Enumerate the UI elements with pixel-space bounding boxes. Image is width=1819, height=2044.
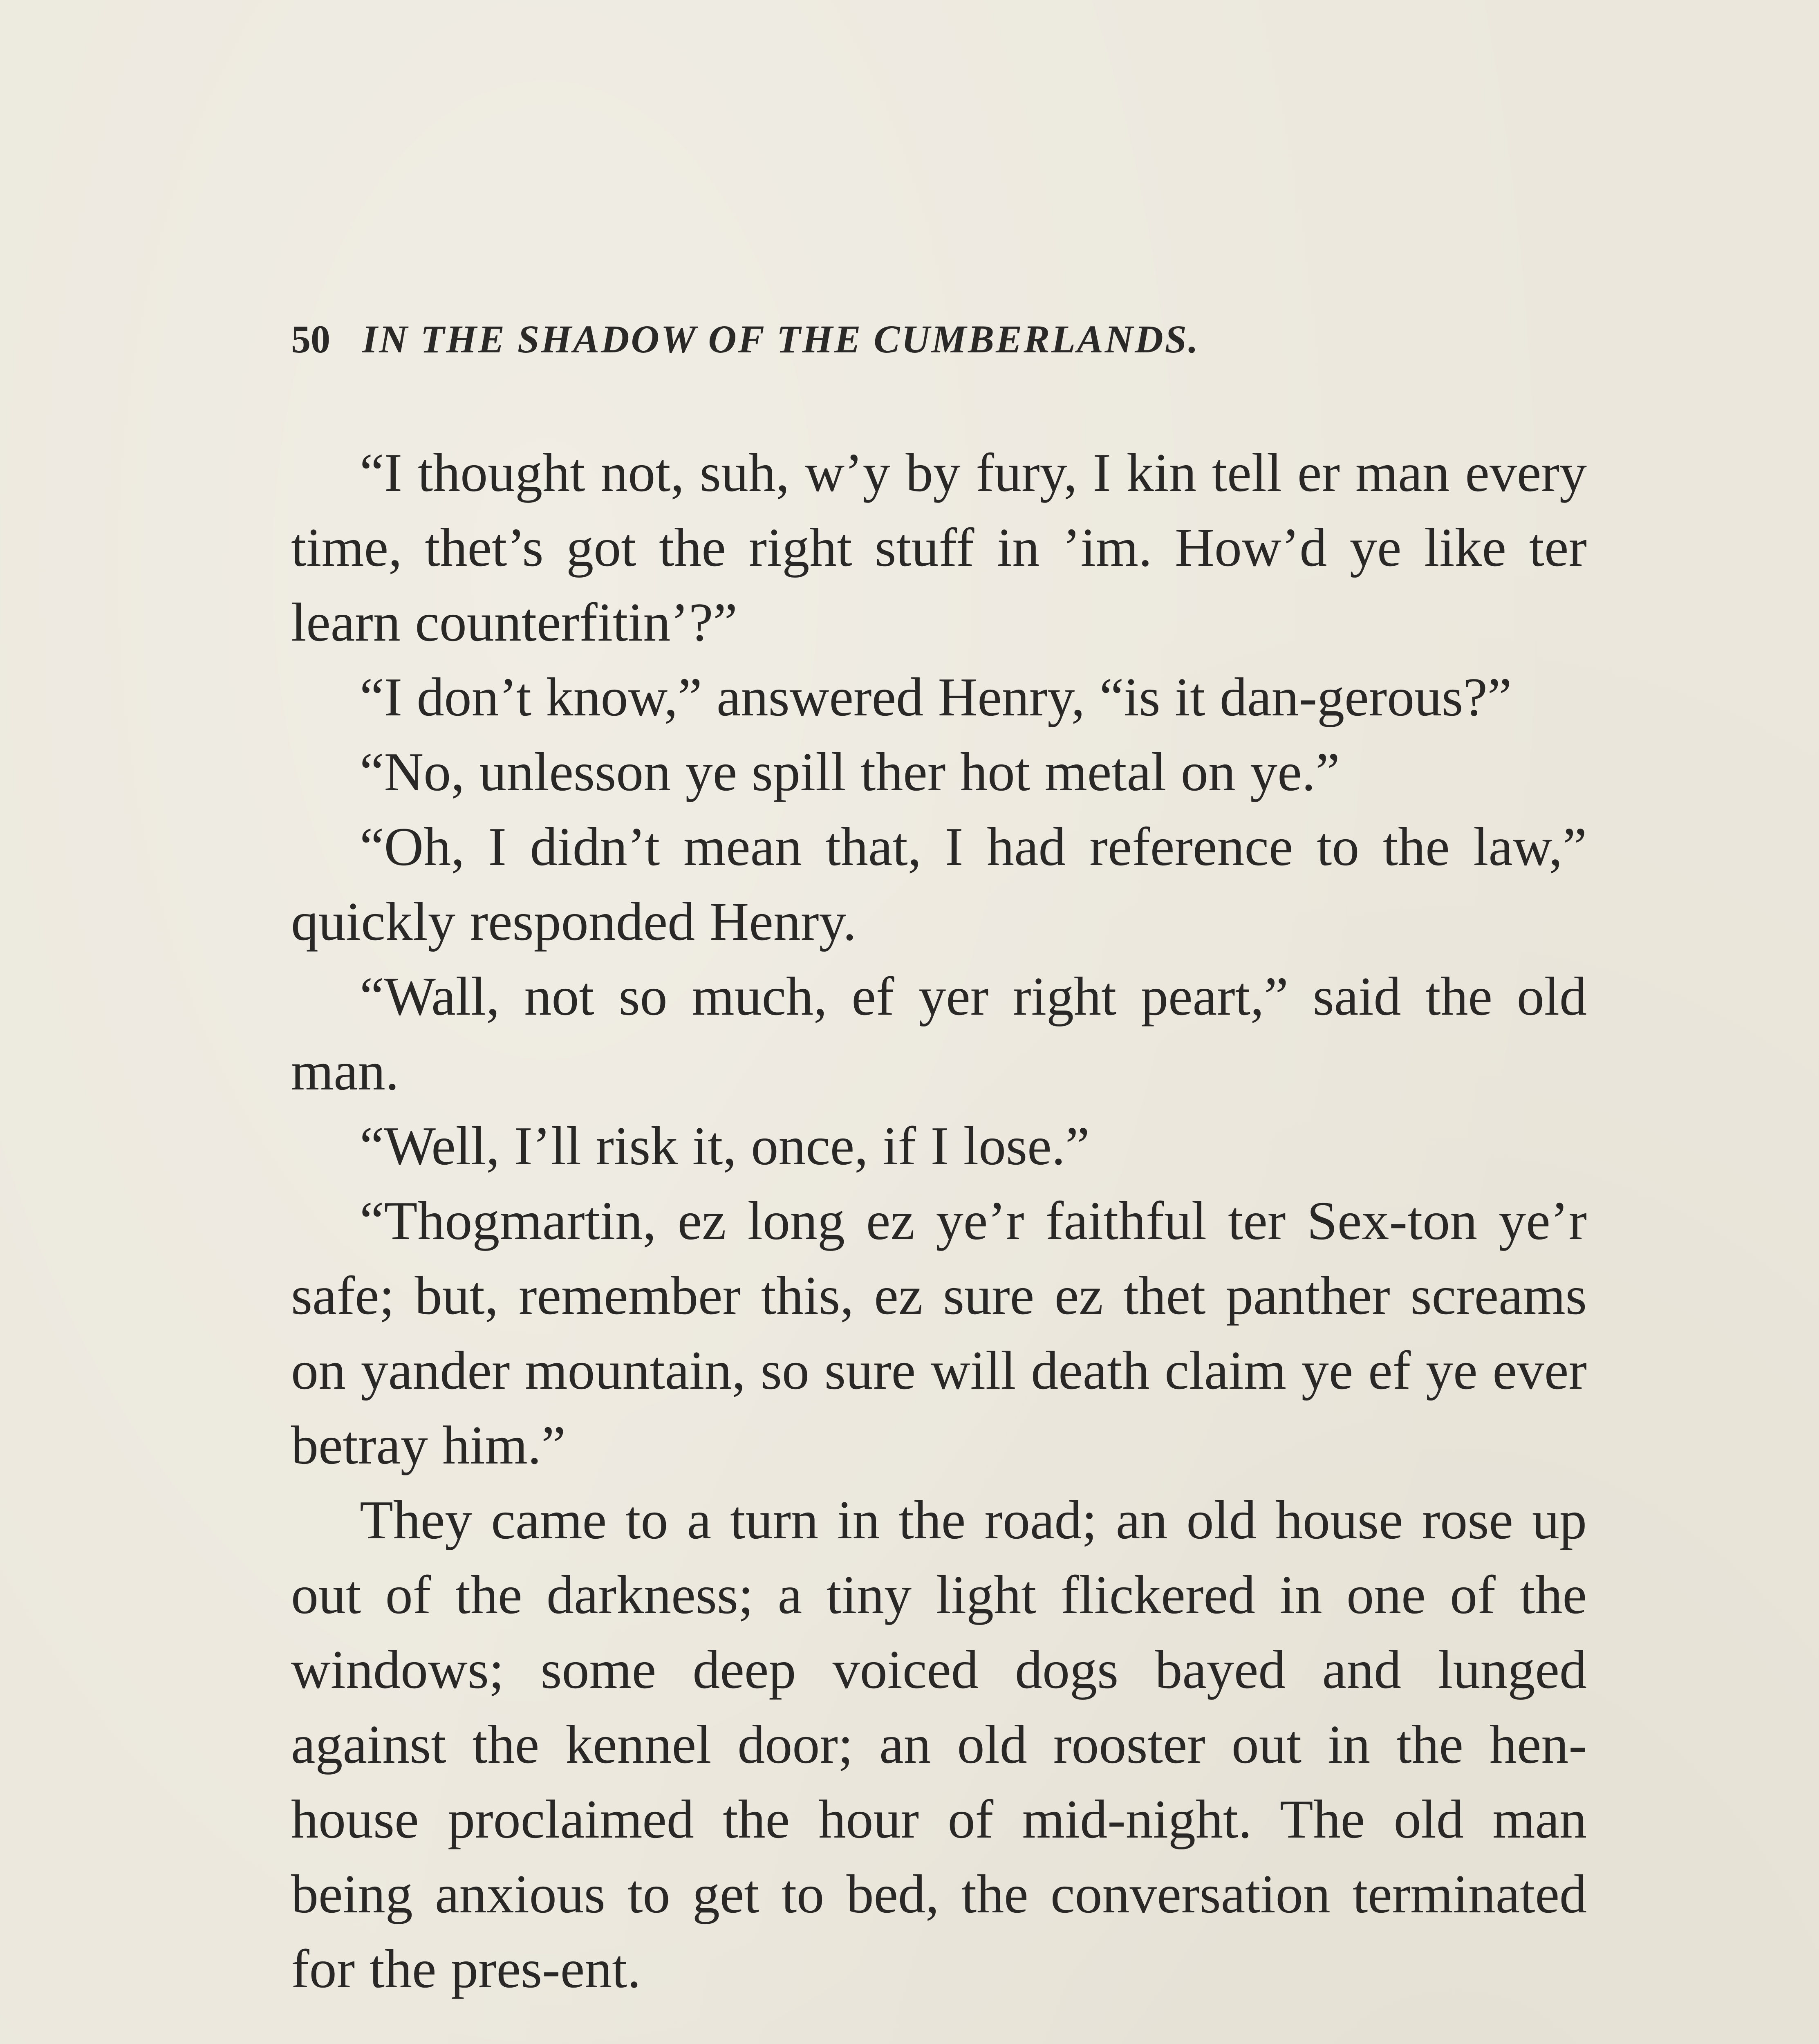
page-number: 50 — [291, 317, 330, 361]
paragraph-5: “Wall, not so much, ef yer right peart,” said the old man. — [291, 966, 1587, 1101]
paragraph-4: “Oh, I didn’t mean that, I had reference to the law,” quickly responded Henry. — [291, 816, 1587, 952]
paragraph-3: “No, unlesson ye spill ther hot metal on ye.” — [360, 742, 1340, 802]
paragraph-8: They came to a turn in the road; an old house rose up out of the darkness; a tiny light flickered in one of the windows; some deep voiced dogs bayed and lunged against the kennel door; an old rooster out in the hen-house proclaimed the hour of mid-night. The old man being anxious to get to bed, the conversation terminated for the pres-ent. — [291, 1490, 1587, 1999]
running-head — [291, 315, 1476, 364]
paragraph-6: “Well, I’ll risk it, once, if I lose.” — [360, 1116, 1090, 1176]
running-title: IN THE SHADOW OF THE CUMBERLANDS. — [362, 317, 1200, 361]
paragraph-7: “Thogmartin, ez long ez ye’r faithful ter Sex-ton ye’r safe; but, remember this, ez sure ez thet panther screams on yander mountain, so sure will death claim ye ef ye ever betray him.” — [291, 1190, 1587, 1475]
paragraph-2: “I don’t know,” answered Henry, “is it dan-gerous?” — [360, 667, 1512, 727]
body-text — [291, 435, 1587, 2006]
paragraph-1: “I thought not, suh, w’y by fury, I kin tell er man every time, thet’s got the right stuff in ’im. How’d ye like ter learn counterfitin’?” — [291, 442, 1587, 652]
